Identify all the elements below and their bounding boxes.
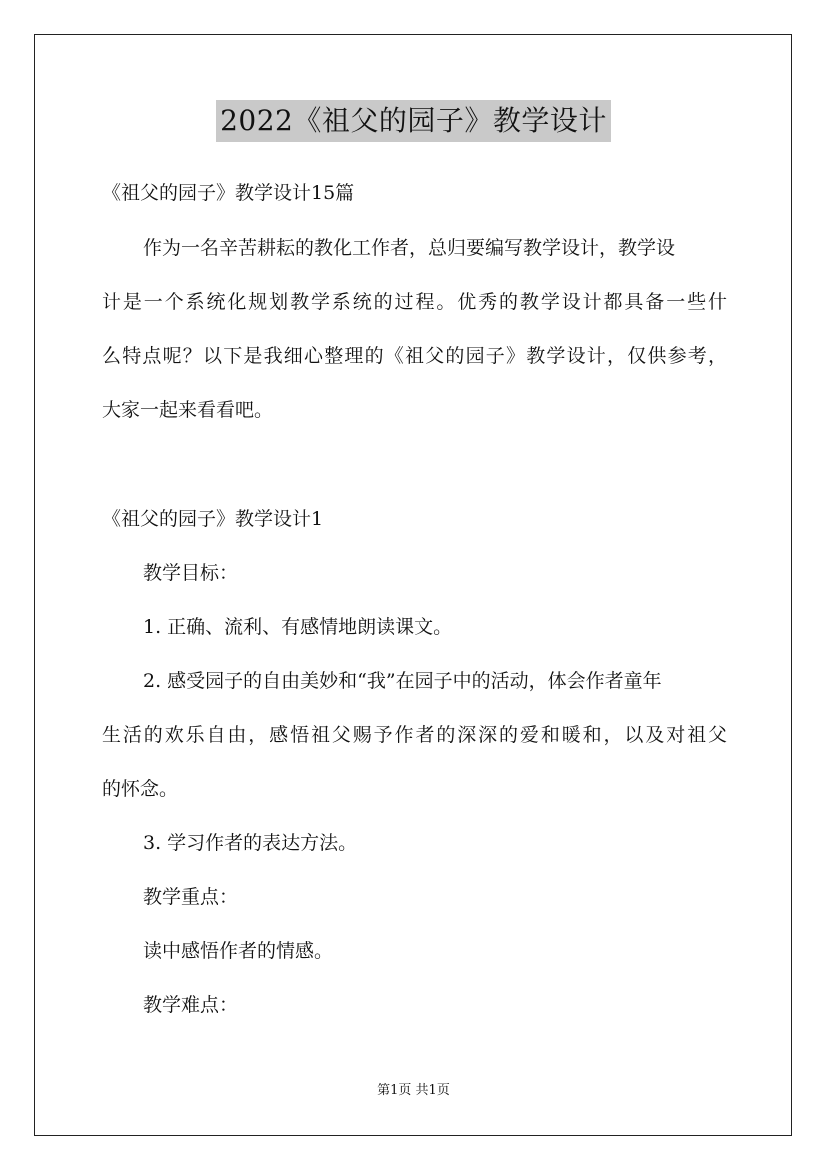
- difficulty-label: 教学难点：: [143, 994, 239, 1016]
- intro-line-4: 大家一起来看看吧。: [102, 399, 274, 421]
- objective-item-2-line-1: 2. 感受园子的自由美妙和“我”在园子中的活动，体会作者童年: [143, 670, 662, 692]
- intro-line-1: 作为一名辛苦耕耘的教化工作者，总归要编写教学设计，教学设: [143, 237, 676, 259]
- objectives-label: 教学目标：: [143, 562, 239, 584]
- section-heading: 《祖父的园子》教学设计1: [102, 508, 324, 530]
- objective-item-3: 3. 学习作者的表达方法。: [143, 832, 358, 854]
- key-point-text: 读中感悟作者的情感。: [143, 940, 334, 962]
- objective-item-1: 1. 正确、流利、有感情地朗读课文。: [143, 616, 453, 638]
- document-subtitle: 《祖父的园子》教学设计15篇: [102, 182, 355, 204]
- objective-item-2-line-2: 生活的欢乐自由，感悟祖父赐予作者的深深的爱和暖和，以及对祖父: [102, 724, 727, 746]
- document-title: 2022《祖父的园子》教学设计: [216, 100, 611, 142]
- intro-line-3: 么特点呢？以下是我细心整理的《祖父的园子》教学设计，仅供参考，: [102, 345, 727, 367]
- title-container: [0, 100, 827, 142]
- objective-item-2-line-3: 的怀念。: [102, 778, 179, 800]
- key-point-label: 教学重点：: [143, 886, 239, 908]
- page-footer: 第1页 共1页: [377, 1083, 450, 1098]
- intro-line-2: 计是一个系统化规划教学系统的过程。优秀的教学设计都具备一些什: [102, 291, 727, 313]
